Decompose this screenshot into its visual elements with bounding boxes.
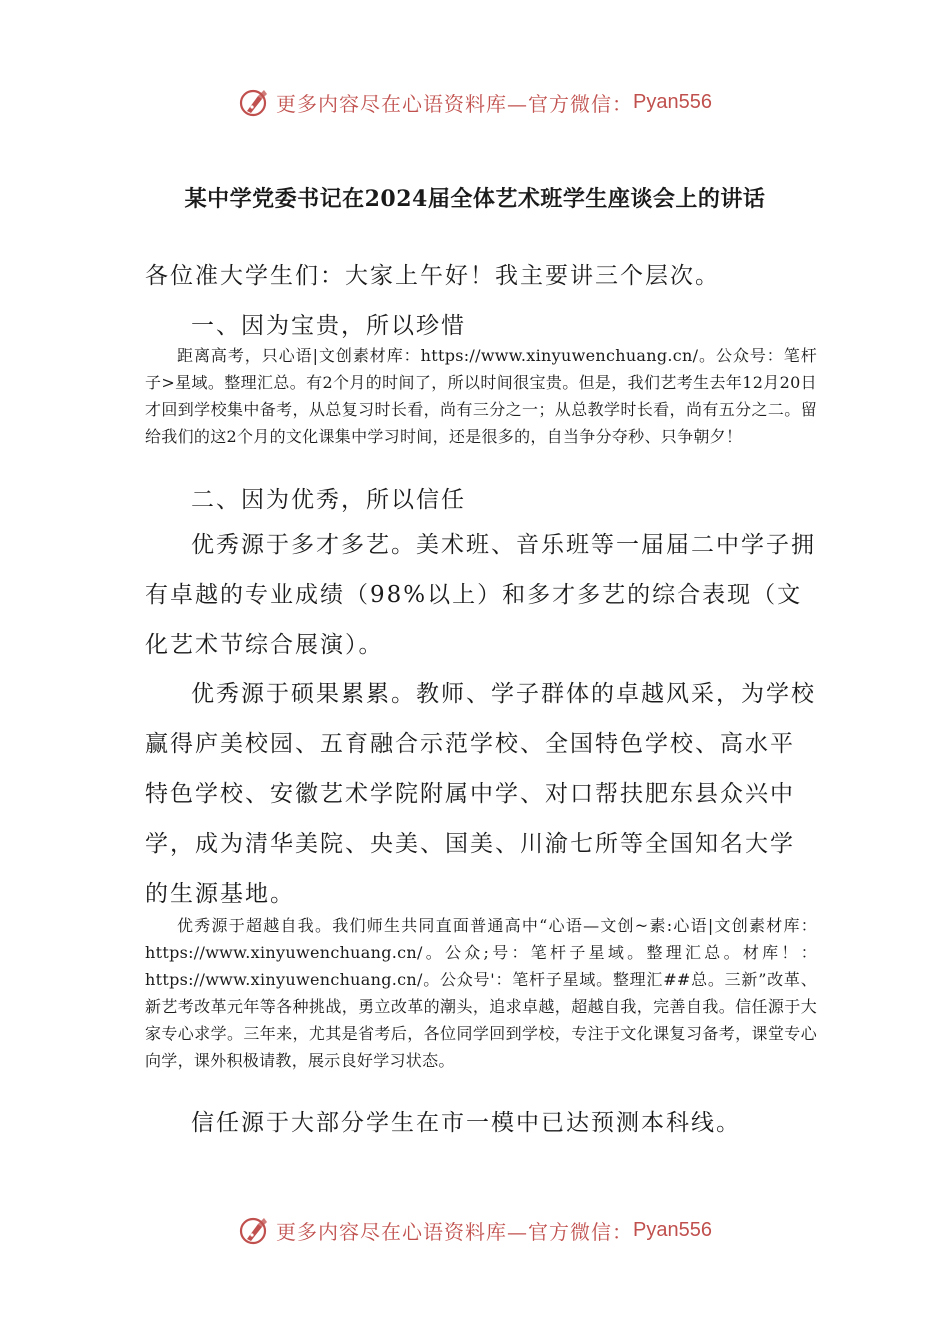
paragraph-1: 距离高考，只心语|文创素材库：https://www.xinyuwenchuang.cn/。公众号：笔杆子>星域。整理汇总。有2个月的时间了，所以时间很宝贵。但是，我们艺考生去年12月20日才回到学校集中备考，从总复习时长看，尚有三分之一；从总教学时长看，尚有五分之二。留给我们的这2个月的文化课集中学习时间，还是很多的，自当争分夺秒、只争朝夕！ xyxy=(145,346,817,446)
pen-nib-logo-icon xyxy=(238,1213,272,1247)
banner-text: 更多内容尽在心语资料库—官方微信： xyxy=(276,91,634,116)
document-title: 某中学党委书记在2024届全体艺术班学生座谈会上的讲话 xyxy=(184,186,766,212)
paragraph-5: 信任源于大部分学生在市一模中已达预测本科线。 xyxy=(191,1110,741,1136)
banner-wechat-id: Pyan556 xyxy=(633,90,712,113)
paragraph-4: 优秀源于超越自我。我们师生共同直面普通高中“心语—文创~素:心语|文创素材库：https://www.xinyuwenchuang.cn/。公众;号：笔杆子星域。整理汇总。材库！：https://www.xinyuwenchuang.cn/。公众号'：笔杆子星域。整理汇##总。三新”改革、新艺考改革元年等各种挑战，勇立改革的潮头，追求卓越，超越自我，完善自我。信任源于大家专心求学。三年来，尤其是省考后，各位同学回到学校，专注于文化课复习备考，课堂专心向学，课外积极请教，展示良好学习状态。 xyxy=(145,916,817,1070)
banner-wechat-id: Pyan556 xyxy=(633,1218,712,1241)
paragraph-2: 优秀源于多才多艺。美术班、音乐班等一届届二中学子拥有卓越的专业成绩（98%以上）和多才多艺的综合表现（文化艺术节综合展演）。 xyxy=(145,532,816,658)
header-banner xyxy=(0,82,950,122)
banner-text: 更多内容尽在心语资料库—官方微信： xyxy=(276,1219,634,1244)
paragraph-3: 优秀源于硕果累累。教师、学子群体的卓越风采，为学校赢得庐美校园、五育融合示范学校、全国特色学校、高水平特色学校、安徽艺术学院附属中学、对口帮扶肥东县众兴中学，成为清华美院、央美、国美、川渝七所等全国知名大学的生源基地。 xyxy=(145,681,816,907)
footer-banner xyxy=(0,1210,950,1250)
section-heading-1: 一、因为宝贵，所以珍惜 xyxy=(191,313,466,339)
greeting: 各位准大学生们：大家上午好！我主要讲三个层次。 xyxy=(145,263,720,289)
pen-nib-logo-icon xyxy=(238,85,272,119)
section-heading-2: 二、因为优秀，所以信任 xyxy=(191,487,466,513)
